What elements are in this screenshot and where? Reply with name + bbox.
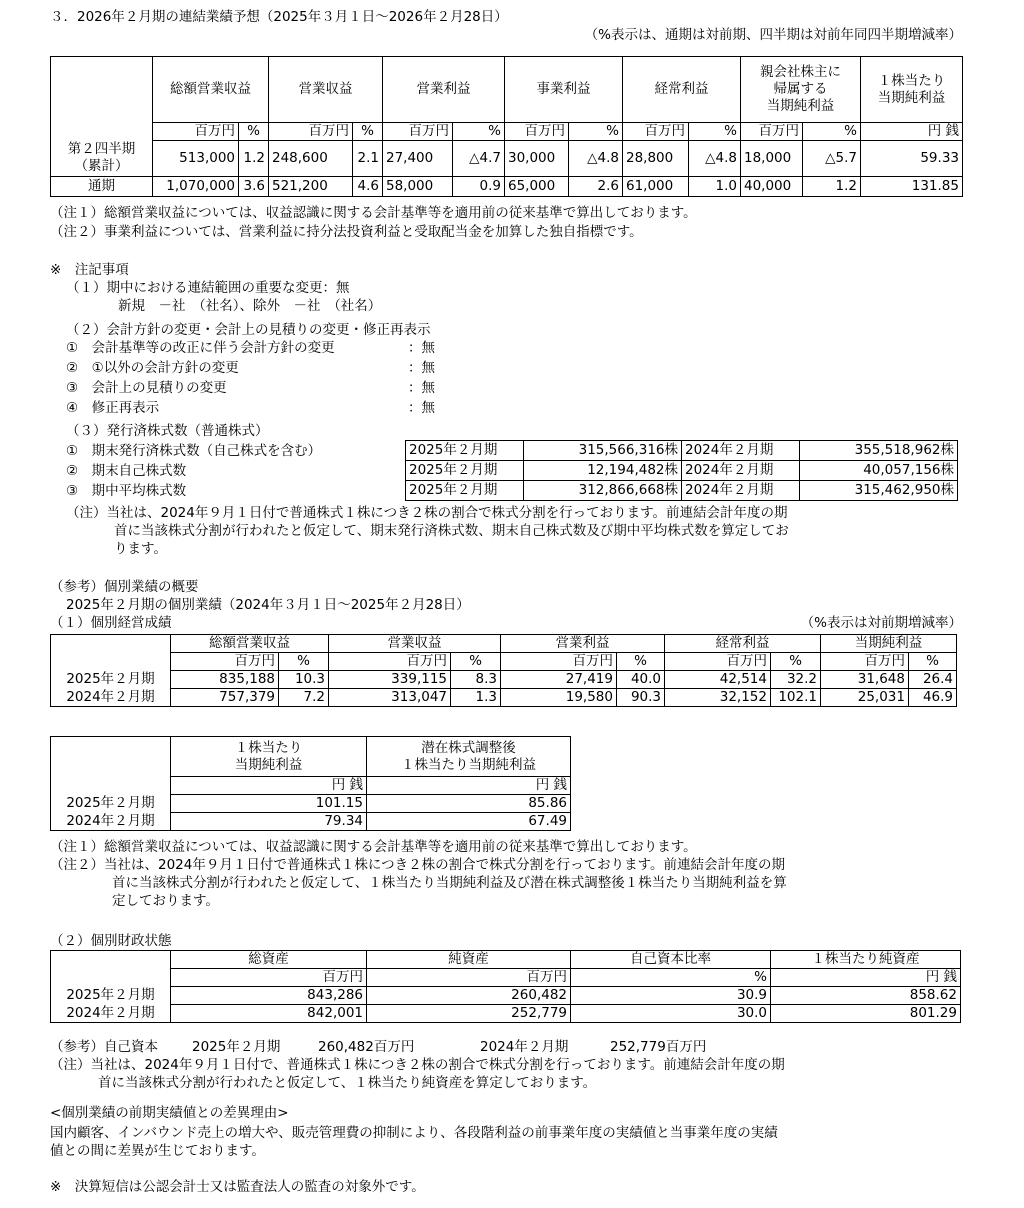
notice-s3-note-line: ります。 xyxy=(114,541,167,557)
notice-s2: （２）会計方針の変更・会計上の見積りの変更・修正再表示 xyxy=(66,322,431,338)
ref-s2: （２）個別財政状態 xyxy=(50,933,172,949)
notice-s3: （３）発行済株式数（普通株式） xyxy=(66,423,269,439)
notice-s2-item-value: ：無 xyxy=(408,340,435,356)
ref-header: 当期純利益 xyxy=(821,635,957,653)
notice-s2-item xyxy=(66,339,506,357)
fc-q2-cell: 27,400 xyxy=(383,141,453,177)
fc-q2-cell: △4.8 xyxy=(689,141,741,177)
ref-cell: 19,580 xyxy=(501,689,617,707)
notice-s3-label: ② 期末自己株式数 xyxy=(66,463,187,479)
ref-eps-header-l1: １株当たり xyxy=(234,739,303,756)
ref-eps-cell: 67.49 xyxy=(367,813,571,831)
ref-row-label: 2025年２月期 xyxy=(51,671,171,689)
ref-fin-header: 総資産 xyxy=(171,951,367,969)
shares-value: 315,462,950株 xyxy=(800,481,958,501)
notice-s2-list xyxy=(66,339,506,417)
ref-cell: 1.3 xyxy=(451,689,501,707)
ref-fin-header: 自己資本比率 xyxy=(571,951,771,969)
ref-fin-ref-v1: 260,482百万円 xyxy=(318,1039,415,1055)
ref-note-line: 首に当該株式分割が行われたと仮定して、１株当たり当期純利益及び潜在株式調整後１株当たり当期純利益を算 xyxy=(112,875,787,891)
ref-fin-ref-p1: 2025年２月期 xyxy=(192,1039,281,1055)
notice-s3-label: ③ 期中平均株式数 xyxy=(66,483,187,499)
shares-value: 315,566,316株 xyxy=(524,441,682,461)
ref-eps-row-label: 2024年２月期 xyxy=(51,813,171,831)
ref-fin-unit: 百万円 xyxy=(171,969,367,987)
fc-fy-cell: 1.2 xyxy=(803,177,861,197)
fc-fy-cell: 4.6 xyxy=(353,177,383,197)
ref-unit: 百万円 xyxy=(171,653,279,671)
fc-header-total-revenue: 総額営業収益 xyxy=(153,57,269,123)
diff-text xyxy=(50,1124,962,1160)
ref-unit: % xyxy=(451,653,501,671)
ref-fin-cell: 801.29 xyxy=(771,1005,961,1023)
forecast-note-1: （注１）総額営業収益については、収益認識に関する会計基準等を適用前の従来基準で算出しております。 xyxy=(50,205,697,221)
notice-s1-sub: 新規 －社 （社名）、除外 －社 （社名） xyxy=(118,298,382,314)
ref-fin-cell: 30.9 xyxy=(571,987,771,1005)
ref-eps-row-label: 2025年２月期 xyxy=(51,795,171,813)
ref-subtitle: 2025年２月期の個別業績（2024年３月１日～2025年２月28日） xyxy=(66,597,470,613)
shares-value: 312,866,668株 xyxy=(524,481,682,501)
fc-header-net-income-l2: 帰属する xyxy=(773,81,828,97)
ref-cell: 32,152 xyxy=(665,689,771,707)
fc-fy-cell: 3.6 xyxy=(239,177,269,197)
fc-unit: % xyxy=(353,123,383,141)
ref-eps-diluted-header-l2: １株当たり当期純利益 xyxy=(401,756,536,773)
shares-period: 2024年２月期 xyxy=(682,481,800,501)
fc-fy-cell: 1,070,000 xyxy=(153,177,239,197)
notice-s2-item-value: ：無 xyxy=(408,360,435,376)
forecast-title: ３．2026年２月期の連結業績予想（2025年３月１日～2026年２月28日） xyxy=(50,9,508,25)
ref-fin-row-label: 2025年２月期 xyxy=(51,987,171,1005)
ref-eps-diluted-header-l1: 潜在株式調整後 xyxy=(421,739,516,756)
fc-fy-cell: 131.85 xyxy=(861,177,963,197)
ref-cell: 7.2 xyxy=(279,689,329,707)
ref-eps-table xyxy=(50,736,571,831)
ref-unit: % xyxy=(771,653,821,671)
fc-header-ordinary-profit: 経常利益 xyxy=(623,57,741,123)
ref-fin-unit: 円 銭 xyxy=(771,969,961,987)
ref-unit: 百万円 xyxy=(501,653,617,671)
ref-results-table xyxy=(50,634,957,707)
fc-q2-cell: 1.2 xyxy=(239,141,269,177)
fc-q2-cell: 28,800 xyxy=(623,141,689,177)
ref-header: 経常利益 xyxy=(665,635,821,653)
ref-cell: 10.3 xyxy=(279,671,329,689)
fc-unit: % xyxy=(803,123,861,141)
notice-s2-item xyxy=(66,359,506,377)
ref-eps-unit: 円 銭 xyxy=(367,777,571,795)
forecast-note-2: （注２）事業利益については、営業利益に持分法投資利益と受取配当金を加算した独自指標です。 xyxy=(50,224,643,240)
fc-fy-cell: 521,200 xyxy=(269,177,353,197)
ref-eps-cell: 85.86 xyxy=(367,795,571,813)
ref-eps-diluted-header xyxy=(367,737,571,777)
ref-row-label: 2024年２月期 xyxy=(51,689,171,707)
notice-s2-item-label: ④ 修正再表示 xyxy=(66,400,160,416)
fc-unit: 百万円 xyxy=(623,123,689,141)
ref-cell: 26.4 xyxy=(909,671,957,689)
fc-fy-cell: 65,000 xyxy=(505,177,569,197)
forecast-table xyxy=(50,56,963,197)
ref-fin-cell: 858.62 xyxy=(771,987,961,1005)
ref-fin-unit: 百万円 xyxy=(367,969,571,987)
fc-header-business-profit: 事業利益 xyxy=(505,57,623,123)
fc-q2-cell: 59.33 xyxy=(861,141,963,177)
ref-eps-cell: 79.34 xyxy=(171,813,367,831)
ref-note-line: 定しております。 xyxy=(112,893,219,909)
diff-text-line: 国内顧客、インバウンド売上の増大や、販売管理費の抑制により、各段階利益の前事業年度の実績値と当事業年度の実績 xyxy=(50,1125,778,1141)
ref-fin-ref xyxy=(50,1038,962,1056)
diff-text-line: 値との間に差異が生じております。 xyxy=(50,1143,265,1159)
fc-q2-cell: 18,000 xyxy=(741,141,803,177)
ref-note-line: （注２）当社は、2024年９月１日付で普通株式１株につき２株の割合で株式分割を行っております。前連結会計年度の期 xyxy=(50,857,786,873)
ref-cell: 835,188 xyxy=(171,671,279,689)
fc-unit: % xyxy=(569,123,623,141)
fc-header-operating-revenue: 営業収益 xyxy=(269,57,383,123)
notice-s1: （１）期中における連結範囲の重要な変更：無 xyxy=(66,280,350,296)
ref-unit: % xyxy=(617,653,665,671)
ref-fin-cell: 843,286 xyxy=(171,987,367,1005)
fc-q2-cell: 2.1 xyxy=(353,141,383,177)
ref-cell: 90.3 xyxy=(617,689,665,707)
notice-s2-item-value: ：無 xyxy=(408,380,435,396)
ref-cell: 40.0 xyxy=(617,671,665,689)
fc-q2-label-l1: 第２四半期 xyxy=(67,141,136,158)
ref-fin-ref-v2: 252,779百万円 xyxy=(610,1039,707,1055)
ref-cell: 102.1 xyxy=(771,689,821,707)
fc-fy-cell: 40,000 xyxy=(741,177,803,197)
notice-s2-item-label: ① 会計基準等の改正に伴う会計方針の変更 xyxy=(66,340,335,356)
ref-cell: 339,115 xyxy=(329,671,451,689)
fc-q2-cell: △4.7 xyxy=(453,141,505,177)
fc-fy-cell: 61,000 xyxy=(623,177,689,197)
ref-title: （参考）個別業績の概要 xyxy=(50,579,199,595)
fc-unit: 百万円 xyxy=(741,123,803,141)
ref-fin-row-label: 2024年２月期 xyxy=(51,1005,171,1023)
ref-fin-ref-label: （参考）自己資本 xyxy=(50,1039,158,1055)
fc-fy-cell: 2.6 xyxy=(569,177,623,197)
shares-table xyxy=(405,440,958,501)
ref-fin-unit: % xyxy=(571,969,771,987)
ref-fin-cell: 30.0 xyxy=(571,1005,771,1023)
shares-value: 355,518,962株 xyxy=(800,441,958,461)
notice-s3-labels xyxy=(66,442,406,502)
notice-s3-note xyxy=(66,504,962,558)
ref-cell: 313,047 xyxy=(329,689,451,707)
ref-header: 営業収益 xyxy=(329,635,501,653)
notice-s2-item xyxy=(66,399,506,417)
shares-period: 2025年２月期 xyxy=(406,441,524,461)
ref-fin-note xyxy=(50,1056,962,1092)
fc-q2-cell: 30,000 xyxy=(505,141,569,177)
fc-q2-label-l2: （累計） xyxy=(74,158,129,175)
ref-header: 営業利益 xyxy=(501,635,665,653)
fc-fy-cell: 1.0 xyxy=(689,177,741,197)
ref-fin-cell: 252,779 xyxy=(367,1005,571,1023)
notice-s2-item-label: ② ①以外の会計方針の変更 xyxy=(66,360,239,376)
ref-cell: 31,648 xyxy=(821,671,909,689)
notice-s2-item-value: ：無 xyxy=(408,400,435,416)
ref-unit: 百万円 xyxy=(821,653,909,671)
ref-unit: 百万円 xyxy=(329,653,451,671)
fc-unit: % xyxy=(239,123,269,141)
fc-header-eps xyxy=(861,57,963,123)
ref-cell: 42,514 xyxy=(665,671,771,689)
ref-eps-header-l2: 当期純利益 xyxy=(234,756,303,773)
ref-fin-note-line: （注）当社は、2024年９月１日付で、普通株式１株につき２株の割合で株式分割を行っております。前連結会計年度の期 xyxy=(50,1057,785,1073)
ref-eps-header xyxy=(171,737,367,777)
ref-fin-note-line: 首に当該株式分割が行われたと仮定して、１株当たり純資産を算定しております。 xyxy=(98,1075,597,1091)
notice-s3-note-line: 首に当該株式分割が行われたと仮定して、期末発行済株式数、期末自己株式数及び期中平均株式数を算定してお xyxy=(114,523,789,539)
notice-s2-item xyxy=(66,379,506,397)
ref-eps-cell: 101.15 xyxy=(171,795,367,813)
shares-value: 12,194,482株 xyxy=(524,461,682,481)
fc-row-label-q2 xyxy=(51,141,153,177)
ref-eps-unit: 円 銭 xyxy=(171,777,367,795)
notice-s3-label: ① 期末発行済株式数（自己株式を含む） xyxy=(66,443,322,459)
fc-fy-cell: 58,000 xyxy=(383,177,453,197)
fc-row-label-fy: 通期 xyxy=(51,177,153,197)
fc-header-operating-profit: 営業利益 xyxy=(383,57,505,123)
ref-cell: 8.3 xyxy=(451,671,501,689)
notice-s3-note-line: （注）当社は、2024年９月１日付で普通株式１株につき２株の割合で株式分割を行っております。前連結会計年度の期 xyxy=(66,505,788,521)
fc-header-eps-l2: 当期純利益 xyxy=(877,89,946,106)
ref-fin-header: 純資産 xyxy=(367,951,571,969)
ref-unit: 百万円 xyxy=(665,653,771,671)
fc-header-eps-l1: １株当たり xyxy=(877,72,946,89)
fc-unit: 百万円 xyxy=(383,123,453,141)
shares-period: 2024年２月期 xyxy=(682,461,800,481)
fc-unit: 百万円 xyxy=(505,123,569,141)
ref-cell: 46.9 xyxy=(909,689,957,707)
audit-note: ※ 決算短信は公認会計士又は監査法人の監査の対象外です。 xyxy=(50,1179,425,1195)
fc-unit: 百万円 xyxy=(269,123,353,141)
shares-value: 40,057,156株 xyxy=(800,461,958,481)
fc-fy-cell: 0.9 xyxy=(453,177,505,197)
ref-unit: % xyxy=(279,653,329,671)
ref-fin-header: １株当たり純資産 xyxy=(771,951,961,969)
ref-cell: 25,031 xyxy=(821,689,909,707)
ref-notes xyxy=(50,838,962,910)
fc-q2-cell: 513,000 xyxy=(153,141,239,177)
fc-q2-cell: △4.8 xyxy=(569,141,623,177)
fc-q2-cell: △5.7 xyxy=(803,141,861,177)
ref-unit: % xyxy=(909,653,957,671)
ref-cell: 32.2 xyxy=(771,671,821,689)
fc-unit: % xyxy=(453,123,505,141)
shares-period: 2025年２月期 xyxy=(406,461,524,481)
fc-header-net-income-l3: 当期純利益 xyxy=(766,98,835,114)
ref-s1: （１）個別経営成績 xyxy=(50,615,172,631)
ref-pct-note: （%表示は対前期増減率） xyxy=(800,615,962,631)
diff-title: <個別業績の前期実績値との差異理由> xyxy=(50,1105,289,1121)
fc-header-net-income-l1: 親会社株主に xyxy=(760,64,841,80)
shares-period: 2024年２月期 xyxy=(682,441,800,461)
shares-period: 2025年２月期 xyxy=(406,481,524,501)
ref-cell: 757,379 xyxy=(171,689,279,707)
ref-note-line: （注１）総額営業収益については、収益認識に関する会計基準等を適用前の従来基準で算出しております。 xyxy=(50,839,697,855)
notice-s2-item-label: ③ 会計上の見積りの変更 xyxy=(66,380,227,396)
fc-unit: % xyxy=(689,123,741,141)
forecast-pct-note: （%表示は、通期は対前期、四半期は対前年同四半期増減率） xyxy=(584,27,962,43)
ref-fin-cell: 842,001 xyxy=(171,1005,367,1023)
notice-title: ※ 注記事項 xyxy=(50,262,129,278)
fc-q2-cell: 248,600 xyxy=(269,141,353,177)
ref-fin-table xyxy=(50,950,961,1023)
ref-fin-ref-p2: 2024年２月期 xyxy=(480,1039,569,1055)
fc-unit: 百万円 xyxy=(153,123,239,141)
ref-fin-cell: 260,482 xyxy=(367,987,571,1005)
fc-unit: 円 銭 xyxy=(861,123,963,141)
ref-header: 総額営業収益 xyxy=(171,635,329,653)
ref-cell: 27,419 xyxy=(501,671,617,689)
fc-header-net-income xyxy=(741,57,861,123)
